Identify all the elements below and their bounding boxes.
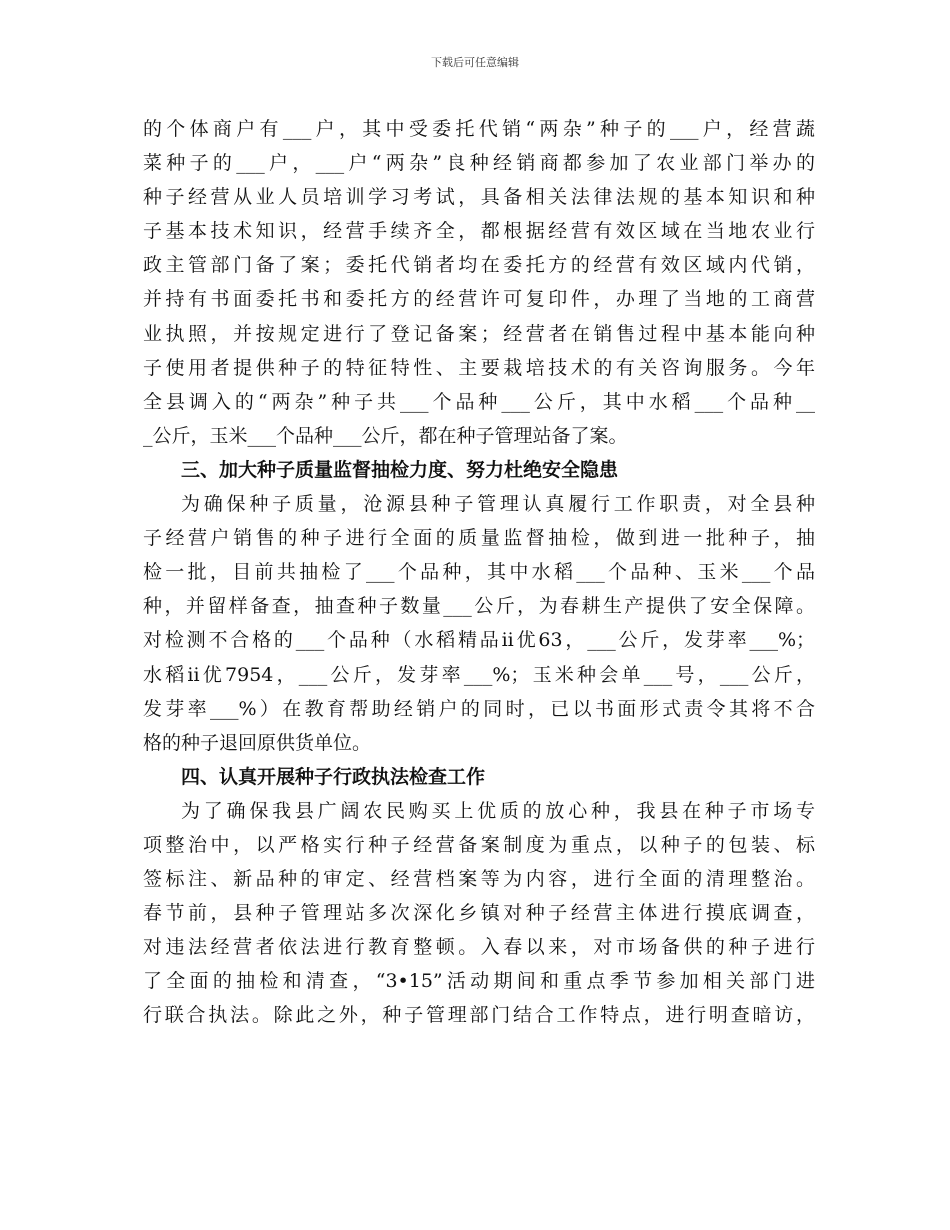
- text-line: 的个体商户有___户，其中受委托代销“两杂”种子的___户，经营蔬: [143, 118, 815, 140]
- text-line: 项整治中，以严格实行种子经营备案制度为重点，以种子的包装、标: [143, 833, 815, 856]
- page-header: 下载后可任意编辑: [431, 56, 519, 69]
- text-line: 格的种子退回原供货单位。: [143, 731, 372, 754]
- text-line: 为确保种子质量，沧源县种子管理认真履行工作职责，对全县种: [181, 493, 815, 516]
- section-heading: 四、认真开展种子行政执法检查工作: [181, 765, 486, 788]
- text-line: 签标注、新品种的审定、经营档案等为内容，进行全面的清理整治。: [143, 868, 815, 891]
- text-line: 种子经营从业人员培训学习考试，具备相关法律法规的基本知识和种: [143, 186, 815, 209]
- text-line: 子经营户销售的种子进行全面的质量监督抽检，做到进一批种子，抽: [143, 527, 815, 550]
- text-line: 水稻ii优7954，___公斤，发芽率___%；玉米种会单___号，___公斤，: [143, 663, 815, 686]
- text-line: _公斤，玉米___个品种___公斤，都在种子管理站备了案。: [143, 424, 628, 447]
- document-body: [143, 112, 815, 1033]
- text-line: 对违法经营者依法进行教育整顿。入春以来，对市场备供的种子进行: [143, 936, 815, 959]
- text-line: 了全面的抽检和清查，“3•15”活动期间和重点季节参加相关部门进: [143, 970, 815, 993]
- text-line: 子基本技术知识，经营手续齐全，都根据经营有效区域在当地农业行: [143, 220, 815, 243]
- text-line: 政主管部门备了案；委托代销者均在委托方的经营有效区域内代销，: [143, 254, 815, 277]
- text-line: 行联合执法。除此之外，种子管理部门结合工作特点，进行明查暗访，: [143, 1004, 815, 1027]
- text-line: 发芽率___%）在教育帮助经销户的同时，已以书面形式责令其将不合: [143, 697, 815, 720]
- text-line: 对检测不合格的___个品种（水稻精品ii优63，___公斤，发芽率___%；: [143, 629, 815, 652]
- text-line: 子使用者提供种子的特征特性、主要栽培技术的有关咨询服务。今年: [143, 356, 815, 379]
- text-line: 全县调入的“两杂”种子共___个品种___公斤，其中水稻___个品种__: [143, 390, 815, 413]
- section-heading: 三、加大种子质量监督抽检力度、努力杜绝安全隐患: [181, 458, 619, 481]
- text-line: 为了确保我县广阔农民购买上优质的放心种，我县在种子市场专: [181, 799, 815, 822]
- text-line: 检一批，目前共抽检了___个品种，其中水稻___个品种、玉米___个品: [143, 561, 815, 584]
- text-line: 业执照，并按规定进行了登记备案；经营者在销售过程中基本能向种: [143, 322, 815, 345]
- text-line: 种，并留样备查，抽查种子数量___公斤，为春耕生产提供了安全保障。: [143, 595, 815, 618]
- text-line: 并持有书面委托书和委托方的经营许可复印件，办理了当地的工商营: [143, 288, 815, 311]
- text-line: 春节前，县种子管理站多次深化乡镇对种子经营主体进行摸底调查，: [143, 902, 815, 925]
- text-line: 菜种子的___户，___户“两杂”良种经销商都参加了农业部门举办的: [143, 152, 815, 175]
